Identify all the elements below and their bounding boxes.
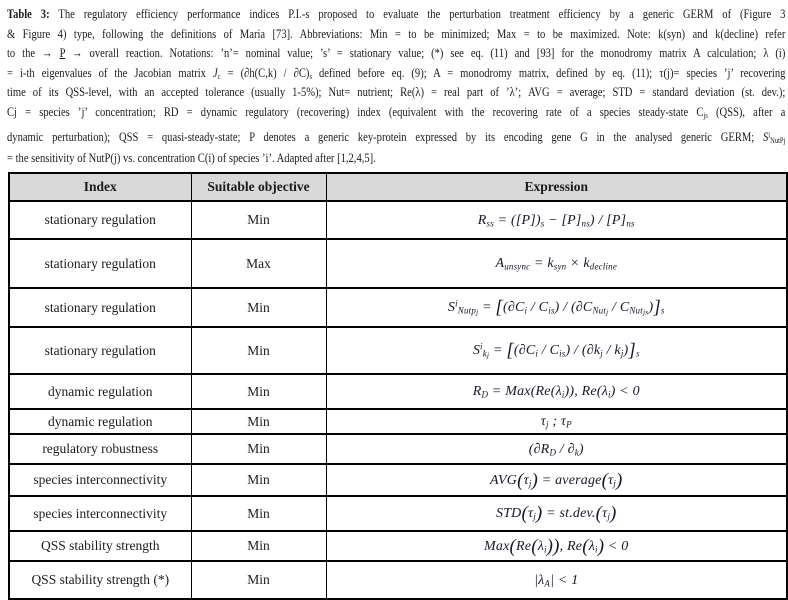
text-segment: τ: [602, 506, 608, 521]
text-segment: is: [548, 305, 555, 316]
text-segment: S: [447, 300, 456, 315]
text-segment: ns: [626, 218, 635, 228]
text-segment: AVG: [490, 472, 518, 488]
caption-line: [7, 43, 785, 63]
formula: [473, 384, 640, 399]
text-segment: ; τ: [548, 414, 567, 429]
caption-line: [7, 127, 785, 147]
text-segment: j: [600, 348, 603, 359]
table-row: [9, 531, 787, 561]
text-segment: = the sensitivity of NutP(j) vs. concentration C(i) of species ’i’. Adapted after [1,2,4,5].: [7, 150, 376, 166]
table-row: [9, 239, 787, 288]
text-segment: ]: [628, 339, 636, 361]
text-segment: i: [543, 544, 547, 554]
header-row: [9, 173, 787, 201]
text-segment: [: [506, 339, 514, 361]
caption-line: [7, 102, 785, 122]
caption-line: [7, 24, 785, 44]
text-segment: i: [607, 389, 611, 400]
formula: [490, 469, 623, 491]
expression-cell: [326, 434, 787, 464]
text-segment: is: [559, 348, 566, 359]
text-segment: (: [517, 469, 524, 491]
text-segment: (∂C: [513, 343, 536, 358]
text-segment: ): [623, 343, 629, 358]
objective-cell: Min: [191, 374, 326, 409]
objective-cell: Min: [191, 464, 326, 496]
expression-cell: [326, 496, 787, 531]
text-segment: i: [524, 305, 528, 316]
text-segment: (: [595, 502, 603, 524]
data-table: [8, 172, 788, 600]
expression-cell: [326, 239, 787, 288]
text-segment: λ: [588, 538, 595, 554]
objective-cell: Min: [191, 496, 326, 531]
text-segment: NutPj: [770, 135, 786, 145]
caption-line: [7, 4, 785, 24]
formula: [495, 256, 617, 271]
objective-cell: Min: [191, 201, 326, 239]
column-header-objective: Suitable objective: [191, 173, 326, 201]
text-segment: = (∂h(C,k) / ∂C): [220, 64, 310, 80]
text-segment: ): [597, 535, 605, 557]
text-segment: |λ: [534, 572, 545, 588]
index-cell: species interconnectivity: [9, 496, 191, 531]
column-header-expression: Expression: [326, 173, 787, 201]
text-segment: [: [495, 296, 503, 318]
index-cell: QSS stability strength (*): [9, 561, 191, 599]
objective-cell: Min: [191, 531, 326, 561]
text-segment: < 0: [604, 538, 629, 554]
index-cell: stationary regulation: [9, 239, 191, 288]
index-cell: dynamic regulation: [9, 374, 191, 409]
objective-cell: Min: [191, 288, 326, 327]
text-segment: τ: [528, 506, 534, 521]
text-segment: A: [544, 578, 551, 588]
text-segment: J: [212, 64, 218, 80]
objective-cell: Max: [191, 239, 326, 288]
text-segment: (QSS), after a: [707, 103, 786, 119]
text-segment: τ: [523, 472, 529, 488]
text-segment: λ: [537, 538, 544, 554]
text-segment: ): [553, 535, 560, 557]
table-row: [9, 434, 787, 464]
text-segment: / C: [527, 300, 549, 315]
text-segment: j: [476, 307, 479, 317]
text-segment: (: [531, 535, 538, 557]
text-segment: Nutp: [457, 305, 476, 316]
text-segment: decline: [589, 261, 618, 272]
text-segment: = average: [538, 472, 602, 488]
text-segment: Nut: [629, 305, 643, 316]
text-segment: ) / (∂k: [565, 343, 601, 358]
text-segment: )), Re(λ: [564, 384, 608, 399]
objective-cell: Min: [191, 561, 326, 599]
text-segment: (: [582, 535, 589, 557]
text-segment: i: [561, 389, 565, 400]
index-cell: species interconnectivity: [9, 464, 191, 496]
index-cell: regulatory robustness: [9, 434, 191, 464]
text-segment: k: [482, 348, 487, 359]
text-segment: STD: [496, 506, 522, 521]
text-segment: (: [509, 535, 517, 557]
expression-cell: [326, 327, 787, 374]
expression-cell: [326, 409, 787, 434]
table-row: [9, 464, 787, 496]
text-segment: A: [495, 256, 505, 271]
text-segment: D: [549, 447, 557, 457]
text-segment: j: [607, 511, 610, 522]
text-segment: ) < 0: [610, 384, 640, 399]
text-segment: R: [477, 212, 487, 228]
column-header-index: Index: [9, 173, 191, 201]
index-cell: stationary regulation: [9, 288, 191, 327]
text-segment: i: [768, 129, 771, 139]
text-segment: , Re: [559, 538, 583, 554]
text-segment: / C: [608, 300, 630, 315]
text-segment: defined before eq. (9); A = monodromy matrix, defined by eq. (11); τ(j)= species ’j’ recovering: [311, 64, 786, 80]
text-segment: dynamic perturbation); QSS = quasi-steady-state; P denotes a generic key-protein expressed by its encoding gene G in the analysed generic GERM;: [7, 128, 763, 144]
text-segment: j: [528, 478, 532, 488]
text-segment: ): [648, 300, 654, 315]
text-segment: / ∂: [556, 441, 575, 457]
formula: [484, 535, 629, 557]
text-segment: to the →: [7, 45, 60, 61]
text-segment: D: [481, 389, 489, 400]
text-segment: s: [660, 305, 665, 316]
text-segment: / C: [538, 343, 560, 358]
caption-line: [7, 63, 785, 83]
formula: [478, 213, 635, 228]
table-row: [9, 561, 787, 599]
text-segment: The regulatory efficiency performance indices P.I.-s proposed to evaluate the perturbation treatment efficiency by a generic GERM of (Figure 3: [49, 6, 786, 21]
text-segment: j: [486, 350, 490, 360]
text-segment: syn: [553, 261, 567, 272]
text-segment: ): [615, 469, 623, 491]
text-segment: =: [489, 343, 507, 358]
text-segment: → overall reaction. Notations: ’n’= nominal value; ’s’ = stationary value; (*) see eq. (11) and [93] for the monodromy matrix A calculation; λ (i): [65, 45, 786, 61]
text-segment: − [P]: [544, 212, 582, 228]
text-segment: ) / [P]: [589, 212, 627, 228]
objective-cell: Min: [191, 327, 326, 374]
text-segment: c: [217, 71, 221, 81]
text-segment: Table 3:: [7, 6, 50, 21]
caption-line: [7, 148, 785, 168]
text-segment: j: [606, 307, 609, 317]
text-segment: Cj = species ’j’ concentration; RD = dynamic regulatory (recovering) index (equivalent with the recovering rate of a species steady-state C: [7, 103, 704, 119]
index-cell: stationary regulation: [9, 327, 191, 374]
text-segment: ss: [486, 218, 494, 228]
text-segment: & Figure 4) type, following the definitions of Maria [73]. Abbreviations: Min = to be minimized; Max = to be maximized. Note: k(syn) and k(decline) refer: [7, 25, 786, 41]
expression-cell: [326, 374, 787, 409]
text-segment: i: [480, 341, 483, 352]
table-row: [9, 201, 787, 239]
text-segment: τ: [540, 414, 546, 429]
text-segment: ): [610, 502, 617, 524]
text-segment: = st.dev.: [542, 506, 596, 521]
text-segment: = ([P]): [493, 212, 541, 228]
objective-cell: Min: [191, 409, 326, 434]
text-segment: P: [59, 45, 66, 61]
expression-cell: [326, 531, 787, 561]
text-segment: = k: [530, 256, 554, 271]
text-segment: j: [545, 419, 549, 430]
text-segment: ): [531, 469, 539, 491]
text-segment: = i-th eigenvalues of the Jacobian matrix: [7, 64, 213, 80]
text-segment: s: [635, 348, 640, 359]
text-segment: Max: [484, 538, 510, 554]
table-row: [9, 409, 787, 434]
text-segment: (∂R: [528, 441, 550, 457]
text-segment: = Max(Re(λ: [488, 384, 562, 399]
index-cell: QSS stability strength: [9, 531, 191, 561]
table-row: [9, 496, 787, 531]
text-segment: (: [521, 502, 528, 524]
text-segment: j: [613, 478, 616, 488]
table-row: [9, 374, 787, 409]
objective-cell: Min: [191, 434, 326, 464]
expression-cell: [326, 464, 787, 496]
text-segment: ): [578, 441, 584, 457]
index-cell: dynamic regulation: [9, 409, 191, 434]
index-cell: stationary regulation: [9, 201, 191, 239]
formula: [496, 502, 617, 524]
text-segment: (∂C: [502, 300, 525, 315]
text-segment: / k: [602, 343, 621, 358]
table-body: [9, 201, 787, 599]
text-segment: Re: [516, 538, 532, 554]
text-segment: ): [546, 535, 554, 557]
text-segment: (: [601, 469, 609, 491]
text-segment: ns: [581, 218, 590, 228]
expression-cell: [326, 201, 787, 239]
expression-cell: [326, 561, 787, 599]
text-segment: ) / (∂C: [554, 300, 593, 315]
text-segment: P: [566, 419, 572, 430]
text-segment: i: [535, 348, 539, 359]
expression-cell: [326, 288, 787, 327]
text-segment: ): [535, 502, 543, 524]
text-segment: js: [642, 307, 649, 317]
text-segment: k: [574, 447, 579, 457]
text-segment: j: [533, 511, 536, 522]
text-segment: j: [620, 348, 624, 359]
formula: [447, 296, 665, 318]
text-segment: js: [703, 110, 708, 120]
text-segment: ]: [653, 296, 661, 318]
table-row: [9, 327, 787, 374]
caption-line: [7, 82, 785, 102]
table-caption: [7, 4, 785, 168]
text-segment: i: [595, 544, 598, 554]
table-header: [9, 173, 787, 201]
formula: [529, 442, 584, 457]
text-segment: i: [455, 298, 458, 309]
text-segment: τ: [608, 472, 614, 488]
text-segment: S: [762, 128, 769, 144]
formula: [534, 573, 578, 588]
text-segment: unsync: [504, 261, 531, 272]
text-segment: | < 1: [550, 572, 579, 588]
text-segment: s: [309, 71, 312, 81]
text-segment: S: [472, 343, 481, 358]
formula: [541, 414, 572, 429]
text-segment: × k: [566, 256, 590, 271]
text-segment: R: [472, 384, 482, 399]
table-row: [9, 288, 787, 327]
text-segment: =: [478, 300, 496, 315]
formula: [472, 339, 640, 361]
text-segment: s: [540, 218, 545, 228]
text-segment: time of its QSS-level, with an accepted tolerance (usually 1-5%); Nut= nutrient; Re(λ) = real part of ’λ’; AVG = average; STD = standard deviation (st. dev.);: [7, 84, 786, 100]
text-segment: Nut: [592, 305, 607, 316]
